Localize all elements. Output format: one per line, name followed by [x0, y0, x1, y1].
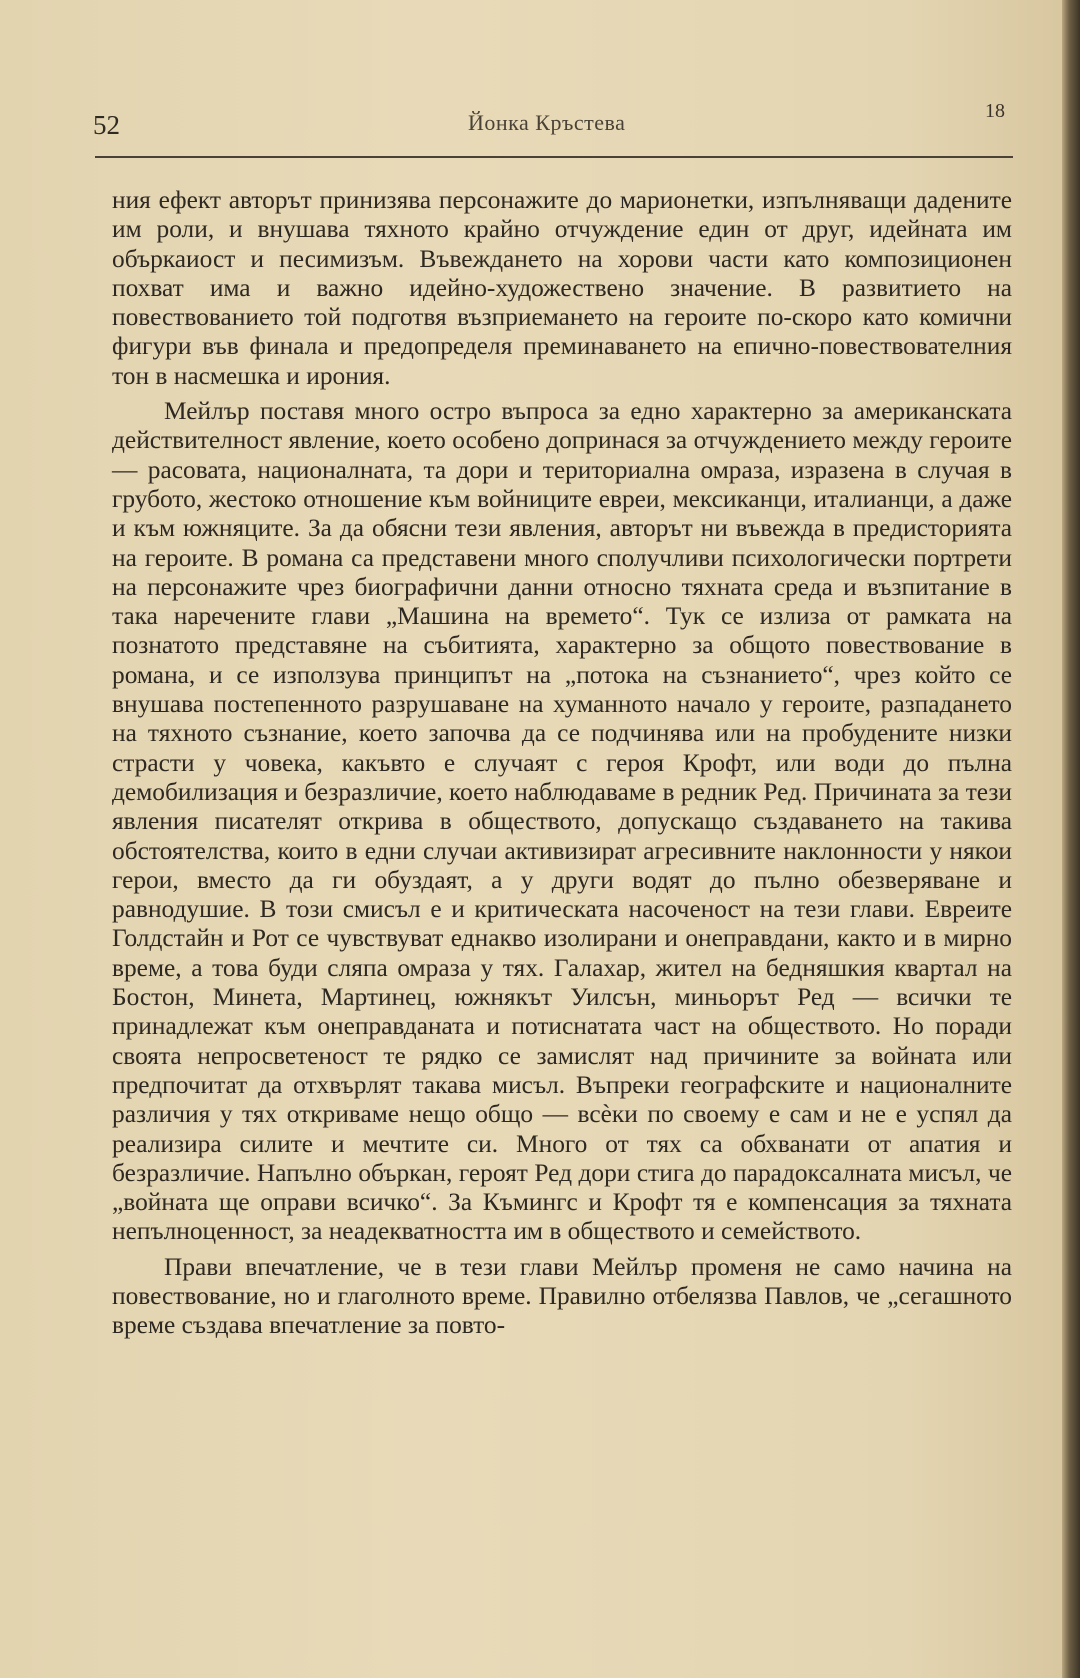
book-spine-edge — [1062, 0, 1080, 1678]
paragraph-continued: ния ефект авторът принизява персонажите до марионетки, изпълняващи дадените им роли, и внушава тяхното крайно отчуждение един от друг, идейната им объркаиост и песимизъм. Въвеждането на хорови части като композиционен похват има и важно идейно-художествено значение. В развитието на повествованието той подготвя възприемането на героите по-скоро като комични фигури във финала и предопределя преминаването на епично-повествователния тон в насмешка и ирония. — [112, 186, 1012, 390]
page-number: 52 — [93, 110, 120, 140]
running-head: Йонка Кръстева — [468, 110, 626, 135]
body-text — [112, 186, 1012, 1347]
paragraph: Прави впечатление, че в тези глави Мейлър променя не само начина на повествование, но и глаголното време. Правилно отбелязва Павлов, че „сегашното време създава впечатление за повто- — [112, 1252, 1012, 1340]
signature-mark: 18 — [985, 100, 1005, 122]
header-rule — [95, 156, 1013, 158]
paragraph: Мейлър поставя много остро въпроса за едно характерно за американската действителност явление, което особено допринася за отчуждението между героите — расовата, националната, та дори и териториална омраза, изразена в случая в грубото, жестоко отношение към войниците евреи, мексиканци, италианци, а даже и към южняците. За да обясни тези явления, авторът ни въвежда в предисторията на героите. В романа са представени много сполучливи психологически портрети на персонажите чрез биографични данни относно тяхната среда и възпитание в така наречените глави „Машина на времето“. Тук се излиза от рамката на познатото представяне на събитията, характерно за общото повествование в романа, и се използува принципът на „потока на съзнанието“, чрез който се внушава постепенното разрушаване на хуманното начало у героите, разпадането на тяхното съзнание, което започва да се подчинява или на пробудените низки страсти у човека, какъвто е случаят с героя Крофт, или води до пълна демобилизация и безразличие, което наблюдаваме в редник Ред. Причината за тези явления писателят открива в обществото, допускащо създаването на такива обстоятелства, които в едни случаи активизират агресивните наклонности у някои герои, вместо да ги обуздаят, а у други водят до пълно обезверяване и равнодушие. В този смисъл е и критическата насоченост на тези глави. Евреите Голдстайн и Рот се чувствуват еднакво изолирани и онеправдани, както и в мирно време, а това буди сляпа омраза у тях. Галахар, жител на бедняшкия квартал на Бостон, Минета, Мартинец, южнякът Уилсън, миньорът Ред — всички те принадлежат към онеправданата и потиснатата част на обществото. Но поради своята непросветеност те рядко се замислят над причините за войната или предпочитат да отхвърлят такава мисъл. Въпреки географските и националните различия у тях откриваме нещо общо — всѐки по своему е сам и не е успял да реализира силите и мечтите си. Много от тях са обхванати от апатия и безразличие. Напълно объркан, героят Ред дори стига до парадоксалната мисъл, че „войната ще оправи всичко“. За Къмингс и Крофт тя е компенсация за тяхната непълноценност, за неадекватността им в обществото и семейството. — [112, 397, 1012, 1246]
page-header — [93, 100, 1013, 150]
